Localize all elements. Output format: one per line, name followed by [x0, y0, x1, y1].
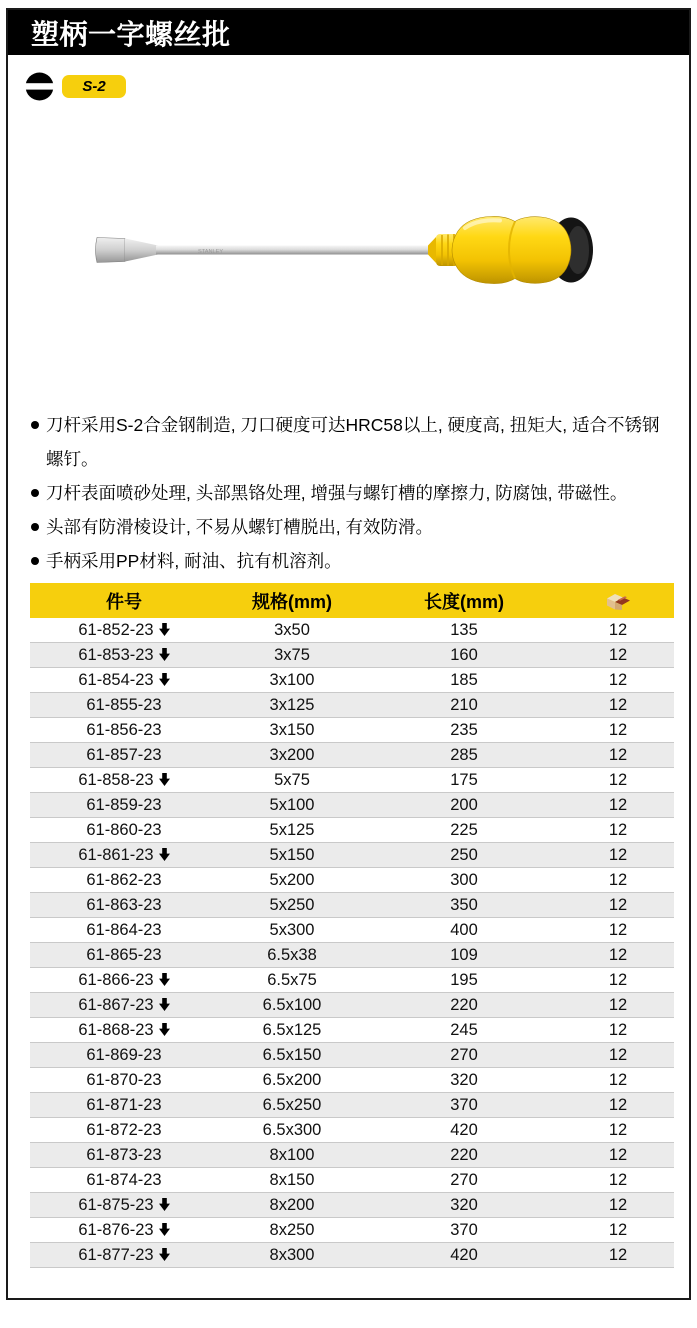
qty-cell: 12 [562, 943, 674, 968]
spec-cell: 6.5x100 [218, 993, 366, 1018]
part-no-cell [30, 768, 218, 793]
part-number: 61-866-23 [78, 970, 154, 989]
qty-cell: 12 [562, 643, 674, 668]
length-cell: 370 [366, 1218, 562, 1243]
length-cell: 400 [366, 918, 562, 943]
spec-cell: 3x125 [218, 693, 366, 718]
spec-cell: 3x200 [218, 743, 366, 768]
table-row [30, 1068, 674, 1093]
part-number: 61-865-23 [86, 945, 162, 964]
spec-cell: 5x100 [218, 793, 366, 818]
length-cell: 160 [366, 643, 562, 668]
spec-cell: 6.5x150 [218, 1043, 366, 1068]
steel-grade-badge: S-2 [62, 75, 126, 98]
spec-cell: 6.5x75 [218, 968, 366, 993]
down-arrow-icon [159, 998, 170, 1011]
part-number: 61-852-23 [78, 620, 154, 639]
spec-cell: 6.5x300 [218, 1118, 366, 1143]
part-no-cell [30, 793, 218, 818]
length-cell: 320 [366, 1068, 562, 1093]
qty-cell: 12 [562, 718, 674, 743]
qty-cell: 12 [562, 843, 674, 868]
page-title: 塑柄一字螺丝批 [31, 18, 231, 50]
part-number: 61-877-23 [78, 1245, 154, 1264]
table-row [30, 818, 674, 843]
part-no-cell [30, 968, 218, 993]
table-row [30, 1143, 674, 1168]
table-row [30, 993, 674, 1018]
part-no-cell [30, 668, 218, 693]
part-no-cell [30, 943, 218, 968]
qty-cell: 12 [562, 668, 674, 693]
spec-cell: 6.5x250 [218, 1093, 366, 1118]
length-cell: 225 [366, 818, 562, 843]
feature-item [28, 510, 673, 544]
part-no-cell [30, 1143, 218, 1168]
length-cell: 220 [366, 1143, 562, 1168]
box-icon [606, 592, 631, 611]
part-number: 61-871-23 [86, 1095, 162, 1114]
length-cell: 175 [366, 768, 562, 793]
qty-cell: 12 [562, 793, 674, 818]
length-cell: 250 [366, 843, 562, 868]
down-arrow-icon [159, 973, 170, 986]
qty-cell: 12 [562, 1168, 674, 1193]
qty-cell: 12 [562, 1218, 674, 1243]
table-row [30, 868, 674, 893]
table-row [30, 768, 674, 793]
length-cell: 195 [366, 968, 562, 993]
feature-item [28, 544, 673, 578]
table-row [30, 943, 674, 968]
slotted-tip-icon [25, 72, 54, 101]
table-row [30, 643, 674, 668]
qty-cell: 12 [562, 968, 674, 993]
spec-cell: 3x75 [218, 643, 366, 668]
col-spec: 规格(mm) [218, 583, 366, 618]
part-no-cell [30, 643, 218, 668]
part-number: 61-870-23 [86, 1070, 162, 1089]
part-no-cell [30, 1193, 218, 1218]
length-cell: 109 [366, 943, 562, 968]
down-arrow-icon [159, 673, 170, 686]
part-number: 61-853-23 [78, 645, 154, 664]
part-no-cell [30, 1218, 218, 1243]
part-number: 61-867-23 [78, 995, 154, 1014]
part-number: 61-856-23 [86, 720, 162, 739]
table-row [30, 918, 674, 943]
part-no-cell [30, 693, 218, 718]
feature-list [28, 408, 673, 578]
part-no-cell [30, 1093, 218, 1118]
part-no-cell [30, 1018, 218, 1043]
spec-cell: 3x100 [218, 668, 366, 693]
qty-cell: 12 [562, 993, 674, 1018]
content-box [6, 8, 691, 1300]
length-cell: 420 [366, 1118, 562, 1143]
page-header [8, 10, 689, 55]
table-row [30, 743, 674, 768]
handle-collar [428, 237, 436, 263]
part-no-cell [30, 918, 218, 943]
bullet-dot-icon [31, 421, 39, 429]
length-cell: 270 [366, 1043, 562, 1068]
feature-text: 手柄采用PP材料, 耐油、抗有机溶剂。 [46, 551, 342, 571]
part-no-cell [30, 618, 218, 643]
part-no-cell [30, 843, 218, 868]
part-no-cell [30, 1243, 218, 1268]
table-row [30, 1043, 674, 1068]
spec-cell: 8x100 [218, 1143, 366, 1168]
spec-cell: 5x250 [218, 893, 366, 918]
spec-cell: 5x300 [218, 918, 366, 943]
length-cell: 420 [366, 1243, 562, 1268]
qty-cell: 12 [562, 768, 674, 793]
spec-cell: 8x250 [218, 1218, 366, 1243]
table-row [30, 1193, 674, 1218]
down-arrow-icon [159, 773, 170, 786]
table-row [30, 1218, 674, 1243]
qty-cell: 12 [562, 743, 674, 768]
part-number: 61-854-23 [78, 670, 154, 689]
qty-cell: 12 [562, 918, 674, 943]
table-header-row [30, 583, 674, 618]
length-cell: 300 [366, 868, 562, 893]
spec-cell: 6.5x38 [218, 943, 366, 968]
feature-item [28, 476, 673, 510]
part-no-cell [30, 1168, 218, 1193]
part-number: 61-861-23 [78, 845, 154, 864]
table-row [30, 1093, 674, 1118]
qty-cell: 12 [562, 1243, 674, 1268]
length-cell: 285 [366, 743, 562, 768]
spec-cell: 5x75 [218, 768, 366, 793]
length-cell: 370 [366, 1093, 562, 1118]
length-cell: 200 [366, 793, 562, 818]
shaft [156, 246, 428, 255]
down-arrow-icon [159, 1223, 170, 1236]
spec-cell: 3x150 [218, 718, 366, 743]
spec-cell: 3x50 [218, 618, 366, 643]
table-row [30, 718, 674, 743]
spec-cell: 8x200 [218, 1193, 366, 1218]
part-no-cell [30, 993, 218, 1018]
col-pack-qty [562, 583, 674, 618]
part-no-cell [30, 718, 218, 743]
down-arrow-icon [159, 648, 170, 661]
qty-cell: 12 [562, 1018, 674, 1043]
spec-table [30, 583, 674, 1268]
down-arrow-icon [159, 1198, 170, 1211]
part-number: 61-864-23 [86, 920, 162, 939]
part-number: 61-875-23 [78, 1195, 154, 1214]
feature-text: 头部有防滑棱设计, 不易从螺钉槽脱出, 有效防滑。 [46, 517, 433, 537]
tip-type-row [25, 72, 689, 101]
length-cell: 135 [366, 618, 562, 643]
part-number: 61-873-23 [86, 1145, 162, 1164]
qty-cell: 12 [562, 1193, 674, 1218]
bullet-dot-icon [31, 489, 39, 497]
part-number: 61-859-23 [86, 795, 162, 814]
down-arrow-icon [159, 848, 170, 861]
table-row [30, 893, 674, 918]
part-number: 61-874-23 [86, 1170, 162, 1189]
spec-cell: 5x200 [218, 868, 366, 893]
part-no-cell [30, 743, 218, 768]
qty-cell: 12 [562, 618, 674, 643]
spec-cell: 8x150 [218, 1168, 366, 1193]
spec-cell: 6.5x200 [218, 1068, 366, 1093]
qty-cell: 12 [562, 893, 674, 918]
length-cell: 220 [366, 993, 562, 1018]
col-length: 长度(mm) [366, 583, 562, 618]
qty-cell: 12 [562, 1068, 674, 1093]
table-row [30, 1243, 674, 1268]
bullet-dot-icon [31, 557, 39, 565]
length-cell: 320 [366, 1193, 562, 1218]
part-no-cell [30, 868, 218, 893]
spec-table-body [30, 618, 674, 1268]
down-arrow-icon [159, 1248, 170, 1261]
spec-cell: 5x150 [218, 843, 366, 868]
blade-taper [125, 239, 158, 262]
qty-cell: 12 [562, 1093, 674, 1118]
part-number: 61-872-23 [86, 1120, 162, 1139]
part-number: 61-858-23 [78, 770, 154, 789]
down-arrow-icon [159, 623, 170, 636]
table-row [30, 668, 674, 693]
down-arrow-icon [159, 1023, 170, 1036]
spec-cell: 8x300 [218, 1243, 366, 1268]
spec-cell: 5x125 [218, 818, 366, 843]
table-row [30, 968, 674, 993]
feature-text: 刀杆采用S-2合金钢制造, 刀口硬度可达HRC58以上, 硬度高, 扭矩大, 适合不锈钢螺钉。 [46, 415, 660, 469]
shaft-brand-text: STANLEY [198, 248, 224, 255]
screwdriver-image [94, 204, 594, 296]
part-no-cell [30, 893, 218, 918]
table-row [30, 843, 674, 868]
part-number: 61-862-23 [86, 870, 162, 889]
part-number: 61-860-23 [86, 820, 162, 839]
part-no-cell [30, 1043, 218, 1068]
qty-cell: 12 [562, 1043, 674, 1068]
qty-cell: 12 [562, 693, 674, 718]
part-no-cell [30, 1118, 218, 1143]
qty-cell: 12 [562, 868, 674, 893]
table-row [30, 793, 674, 818]
table-row [30, 1168, 674, 1193]
qty-cell: 12 [562, 1118, 674, 1143]
feature-item [28, 408, 673, 476]
part-number: 61-869-23 [86, 1045, 162, 1064]
length-cell: 210 [366, 693, 562, 718]
part-number: 61-868-23 [78, 1020, 154, 1039]
length-cell: 185 [366, 668, 562, 693]
part-no-cell [30, 818, 218, 843]
qty-cell: 12 [562, 818, 674, 843]
part-number: 61-855-23 [86, 695, 162, 714]
length-cell: 350 [366, 893, 562, 918]
feature-text: 刀杆表面喷砂处理, 头部黑铬处理, 增强与螺钉槽的摩擦力, 防腐蚀, 带磁性。 [46, 483, 628, 503]
bullet-dot-icon [31, 523, 39, 531]
qty-cell: 12 [562, 1143, 674, 1168]
table-row [30, 1118, 674, 1143]
part-no-cell [30, 1068, 218, 1093]
length-cell: 245 [366, 1018, 562, 1043]
table-row [30, 693, 674, 718]
length-cell: 270 [366, 1168, 562, 1193]
part-number: 61-863-23 [86, 895, 162, 914]
length-cell: 235 [366, 718, 562, 743]
blade-tip [96, 238, 126, 263]
table-row [30, 1018, 674, 1043]
table-row [30, 618, 674, 643]
col-part-no: 件号 [30, 583, 218, 618]
part-number: 61-857-23 [86, 745, 162, 764]
part-number: 61-876-23 [78, 1220, 154, 1239]
spec-cell: 6.5x125 [218, 1018, 366, 1043]
